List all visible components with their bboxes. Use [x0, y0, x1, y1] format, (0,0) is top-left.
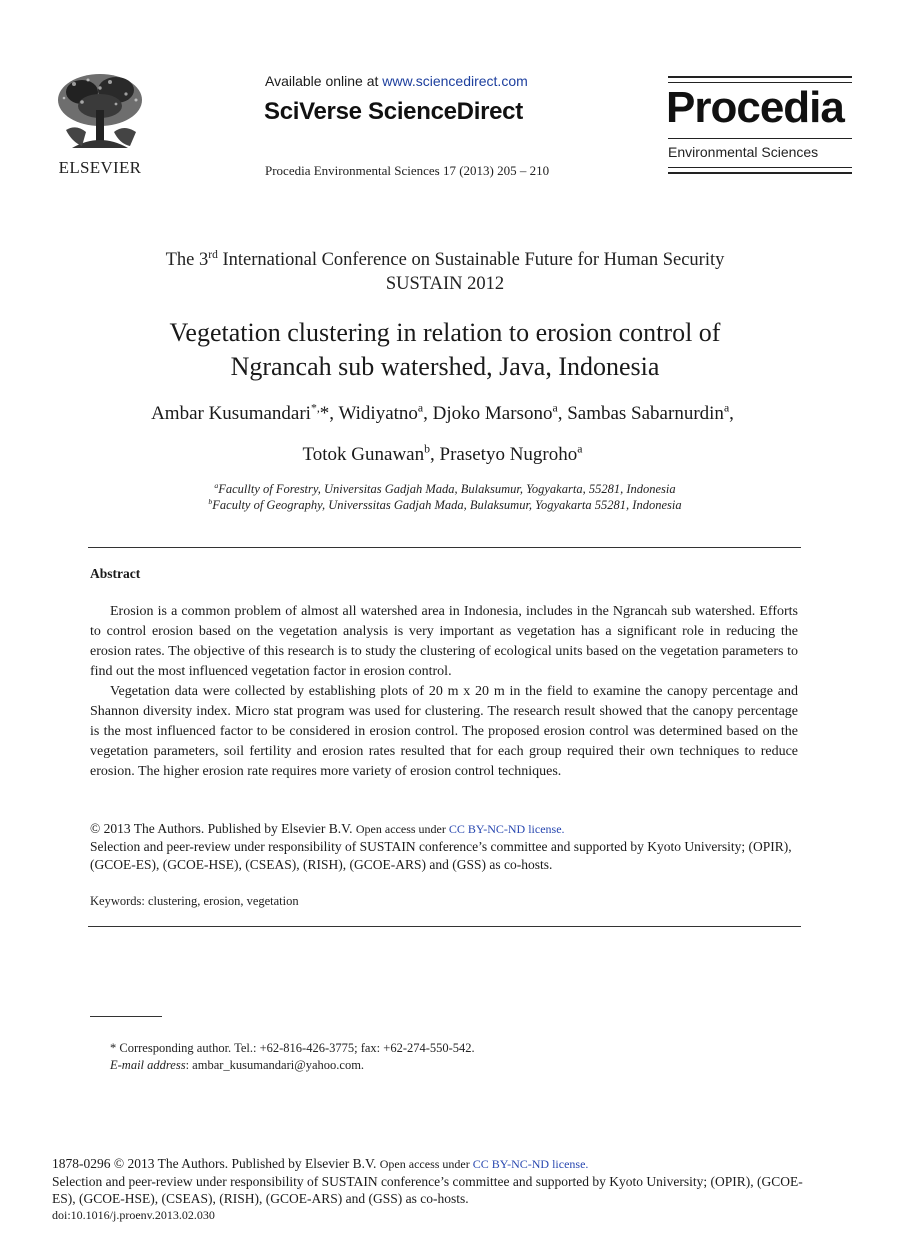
divider-top: [88, 547, 801, 548]
available-prefix: Available online at: [265, 73, 383, 89]
author: Ambar Kusumandari*,*,: [151, 401, 339, 424]
platform-logo: SciVerse ScienceDirect: [264, 98, 523, 125]
elsevier-logo: [52, 70, 148, 180]
publisher-name: ELSEVIER: [58, 158, 142, 177]
license-link[interactable]: CC BY-NC-ND license.: [448, 822, 565, 836]
available-online: [265, 73, 528, 89]
abstract-paragraph-2: Vegetation data were collected by establishing plots of 20 m x 20 m in the field to examine the canopy percentage and Shannon diversity index. Micro stat program was used for clustering. The research result showed that the canopy percentage is the most influenced factor to be considered in erosion control. The proposed erosion control was determined based on the vegetation parameters, soil fertility and erosion rates resulted that for each group required their own techniques to reduce erosion. The higher erosion rate requires more variety of erosion control techniques.: [90, 684, 798, 779]
conference-name: The 3rd International Conference on Sustainable Future for Human Security: [165, 248, 725, 270]
author-list-line2: [0, 444, 885, 466]
abstract-body: [90, 602, 798, 782]
keywords: Keywords: clustering, erosion, vegetation: [90, 894, 299, 908]
abstract-heading: Abstract: [90, 566, 141, 581]
journal-reference: Procedia Environmental Sciences 17 (2013) 205 – 210: [265, 163, 550, 178]
paper-title: Vegetation clustering in relation to erosion control of Ngrancah sub watershed, Java, Indonesia: [169, 318, 721, 381]
procedia-top-rule: [668, 76, 852, 78]
footer-review-note: Selection and peer-review under responsibility of SUSTAIN conference’s committee and supported by Kyoto University; (OPIR), (GCOE-ES), (GCOE-HSE), (CSEAS), (RISH), (GCOE-ARS) and (GSS) as co-hosts.: [52, 1174, 803, 1206]
affiliation-b: $^b$Faculty of Geography, Universsitas Gadjah Mada, Bulaksumur, Yogyakarta 55281, Indonesia: [208, 496, 682, 512]
author: Djoko Marsono$^a$,: [432, 401, 568, 424]
author-list-line1: [0, 403, 885, 425]
sciencedirect-link[interactable]: www.sciencedirect.com: [382, 73, 528, 89]
email-line: E-mail address: ambar_kusumandari@yahoo.com.: [110, 1058, 365, 1072]
author: Sambas Sabarnurdin$^a$,: [567, 401, 734, 424]
page-footer: 1878-0296 © 2013 The Authors. Published by Elsevier B.V. Open access under CC BY-NC-ND license. Selection and peer-review under responsibility of SUSTAIN conference’s committee and supported by Kyoto University; (OPIR), (GCOE-ES), (GCOE-HSE), (CSEAS), (RISH), (GCOE-ARS) and (GSS) as co-hosts. doi:10.1016/j.proenv.2013.02.030: [52, 1155, 822, 1224]
email-address[interactable]: : ambar_kusumandari@yahoo.com.: [185, 1058, 365, 1072]
journal-brand: Procedia: [666, 83, 844, 132]
author: Widiyatno$^a$,: [338, 401, 433, 424]
footer-license-link[interactable]: CC BY-NC-ND license.: [472, 1157, 589, 1171]
corresponding-author: * Corresponding author. Tel.: +62-816-426-3775; fax: +62-274-550-542.: [110, 1041, 475, 1055]
abstract-paragraph-1: Erosion is a common problem of almost all watershed area in Indonesia, includes in the Ngrancah sub watershed. Efforts to control erosion based on the vegetation analysis is very important as vegetation has a significant role in reducing the erosion rates. The objective of this research is to study the clustering of ecological units based on the vegetation parameters to find out the most influenced vegetation factor in erosion control.: [90, 604, 798, 679]
procedia-mid-rule: [668, 138, 852, 139]
procedia-bottom-rule: [668, 172, 852, 174]
author: Totok Gunawan$^b$,: [302, 442, 440, 465]
journal-subtitle: Environmental Sciences: [668, 144, 819, 160]
tree-icon: [52, 70, 148, 156]
footnote-rule: [90, 1016, 162, 1017]
procedia-bottom-rule-thin: [668, 167, 852, 168]
peer-review-note: Selection and peer-review under responsibility of SUSTAIN conference’s committee and supported by Kyoto University; (OPIR), (GCOE-ES), (GCOE-HSE), (CSEAS), (RISH), (GCOE-ARS) and (GSS) as co-hosts.: [90, 839, 792, 872]
copyright-block: © 2013 The Authors. Published by Elsevier B.V. Open access under CC BY-NC-ND license. Selection and peer-review under responsibility of SUSTAIN conference’s committee and supported by Kyoto University; (OPIR), (GCOE-ES), (GCOE-HSE), (CSEAS), (RISH), (GCOE-ARS) and (GSS) as co-hosts.: [90, 820, 802, 874]
divider-bottom: [88, 926, 801, 927]
doi[interactable]: doi:10.1016/j.proenv.2013.02.030: [52, 1208, 215, 1222]
author: Prasetyo Nugroho$^a$: [439, 442, 583, 465]
conference-short: SUSTAIN 2012: [385, 274, 505, 294]
affiliation-a: $^a$Facullty of Forestry, Universitas Gadjah Mada, Bulaksumur, Yogyakarta, 55281, Indonesia: [214, 480, 676, 496]
